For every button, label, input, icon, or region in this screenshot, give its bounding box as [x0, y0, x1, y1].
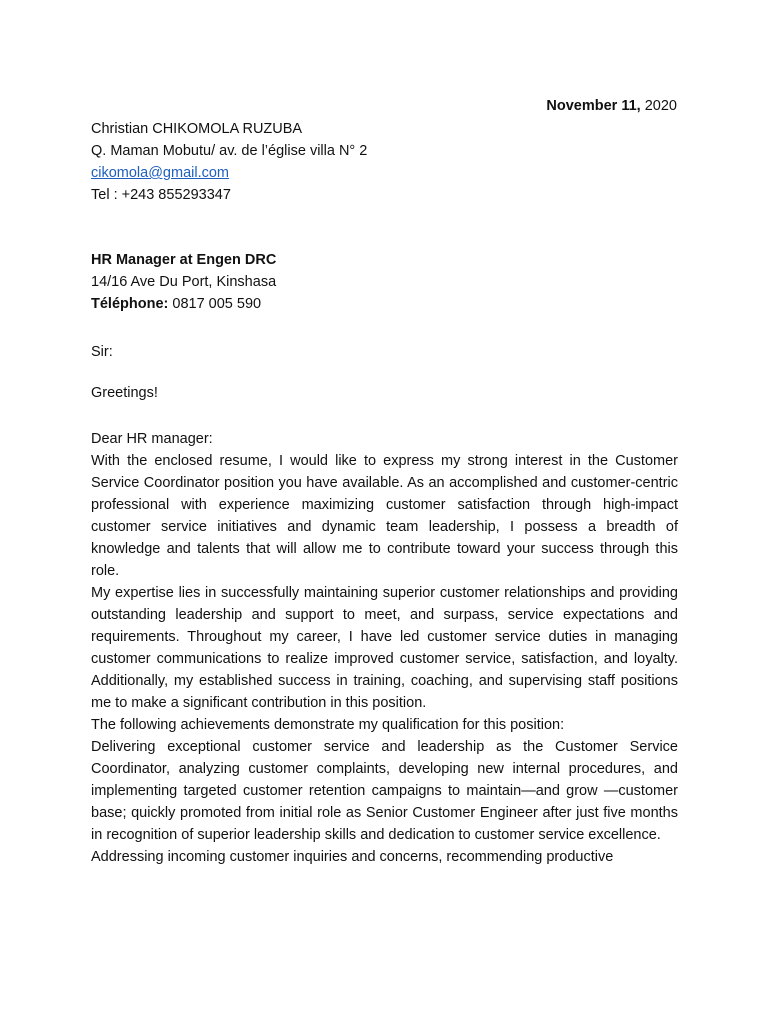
- sender-name: Christian CHIKOMOLA RUZUBA: [91, 121, 303, 137]
- salutation: Sir:: [91, 344, 113, 360]
- recipient-block: [91, 249, 678, 315]
- recipient-phone-label: Téléphone:: [91, 296, 169, 312]
- sender-block: [91, 118, 678, 206]
- date-month-day: November 11,: [546, 98, 641, 114]
- sender-address: Q. Maman Mobutu/ av. de l’église villa N° 2: [91, 143, 368, 159]
- sender-tel: Tel : +243 855293347: [91, 187, 231, 203]
- date-year: 2020: [644, 98, 677, 114]
- paragraph-intro: With the enclosed resume, I would like to express my strong interest in the Customer Service Coordinator position you have available. As an accomplished and customer-centric professional with experience maximizing customer satisfaction through high-impact customer service initiatives and dynamic team leadership, I possess a breadth of knowledge and talents that will allow me to contribute toward your success through this role.: [91, 453, 678, 579]
- greeting: Greetings!: [91, 385, 158, 401]
- recipient-phone: 0817 005 590: [172, 296, 262, 312]
- paragraph-achievement-1: Delivering exceptional customer service and leadership as the Customer Service Coordinator, analyzing customer complaints, developing new internal procedures, and implementing targeted customer retention campaigns to maintain—and grow —customer base; quickly promoted from initial role as Senior Customer Engineer after just five months in recognition of superior leadership skills and dedication to customer service excellence.: [91, 739, 678, 843]
- recipient-phone-line: [91, 293, 678, 315]
- paragraph-expertise: My expertise lies in successfully maintaining superior customer relationships and providing outstanding leadership and support to meet, and surpass, service expectations and requirements. Throughout my career, I have led customer service duties in managing customer communications to realize improved customer service, satisfaction, and loyalty. Additionally, my established success in training, coaching, and supervising staff positions me to make a significant contribution in this position.: [91, 585, 678, 711]
- paragraph-achievements-intro: The following achievements demonstrate my qualification for this position:: [91, 717, 565, 733]
- sender-email-link[interactable]: cikomola@gmail.com: [91, 165, 230, 181]
- recipient-title: HR Manager at Engen DRC: [91, 252, 277, 268]
- dear-line: Dear HR manager:: [91, 431, 213, 447]
- recipient-address: 14/16 Ave Du Port, Kinshasa: [91, 274, 277, 290]
- letter-date: [546, 96, 677, 116]
- paragraph-achievement-2: Addressing incoming customer inquiries and concerns, recommending productive: [91, 849, 614, 865]
- letter-body: [91, 428, 678, 868]
